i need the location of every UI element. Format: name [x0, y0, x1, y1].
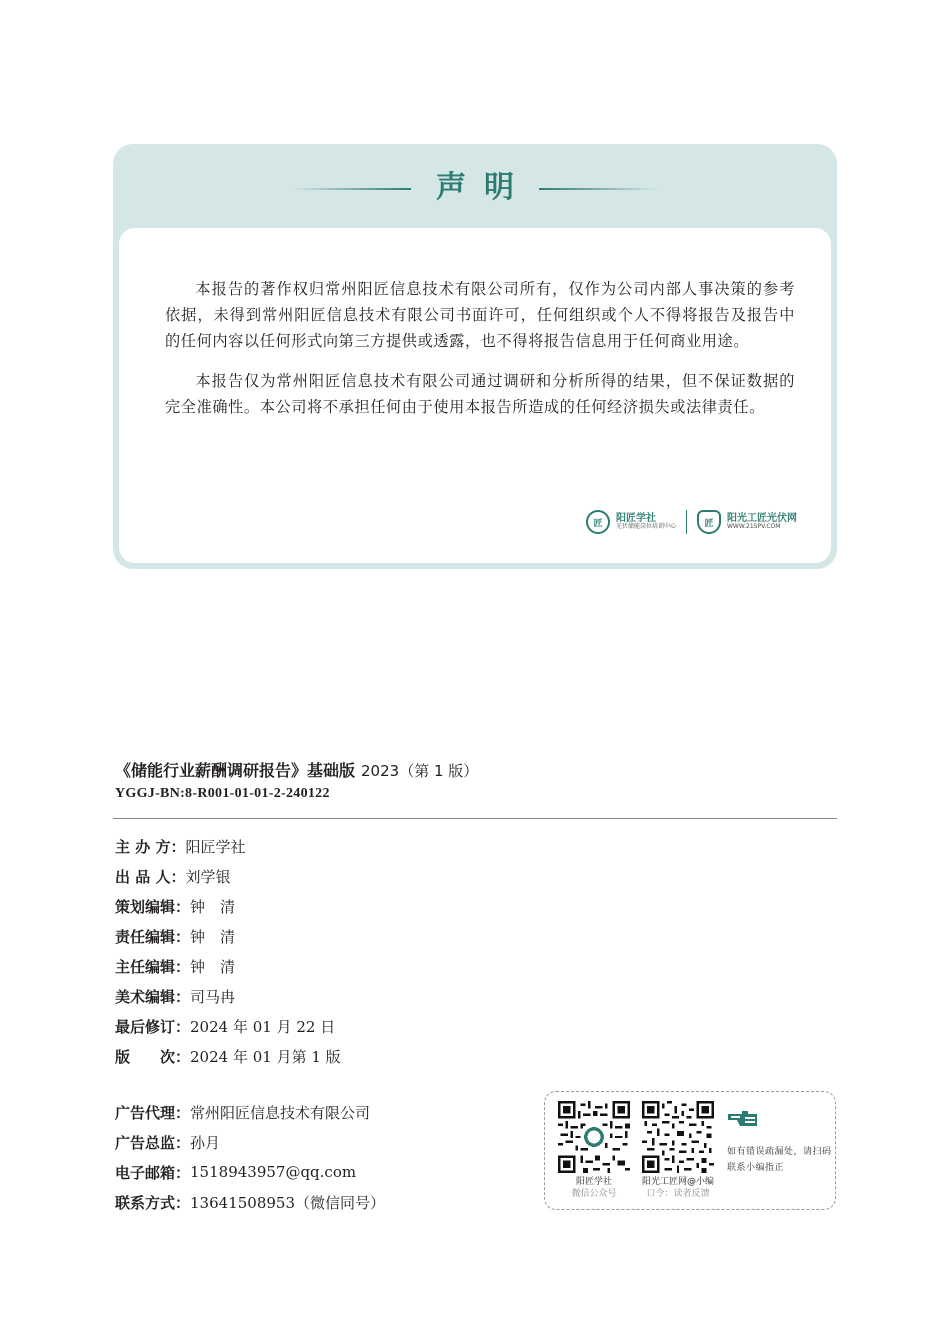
- credit-label: 出 品 人：: [115, 867, 186, 886]
- credit-value: 司马冉: [190, 987, 236, 1006]
- sunshine-craftsman-logo-icon: 匠: [697, 510, 721, 534]
- credit-value: 钟 清: [190, 957, 236, 976]
- contact-row: [115, 1127, 385, 1157]
- phone-value: 13641508953（微信同号）: [190, 1193, 385, 1212]
- logo-right-sub: WWW.21SPV.COM: [727, 523, 781, 531]
- contact-value: 常州阳匠信息技术有限公司: [190, 1103, 371, 1122]
- credit-row: [115, 951, 341, 981]
- contacts-list: [115, 1097, 385, 1217]
- notice-body: [119, 228, 831, 563]
- logo-separator: [686, 510, 687, 534]
- credit-row: [115, 891, 341, 921]
- credit-label: 美术编辑：: [115, 987, 191, 1006]
- credit-value: 钟 清: [190, 897, 236, 916]
- qr-left-name: 阳匠学社: [575, 1177, 612, 1187]
- notice-paragraph: 本报告仅为常州阳匠信息技术有限公司通过调研和分析所得的结果，但不保证数据的完全准确性。本公司将不承担任何由于使用本报告所造成的任何经济损失或法律责任。: [165, 372, 795, 416]
- credit-row: [115, 1011, 341, 1041]
- logo-left-sub: 光伏储能岗位培训中心: [615, 523, 676, 531]
- credit-value: 阳匠学社: [185, 837, 246, 856]
- credit-row: [115, 861, 341, 891]
- credit-label: 最后修订：: [115, 1017, 191, 1036]
- credits-list: [115, 831, 341, 1071]
- credit-row: [115, 981, 341, 1011]
- qr-panel: [544, 1091, 836, 1210]
- logo-left-name: 阳匠学社: [615, 513, 656, 525]
- pointing-hand-icon: [725, 1106, 761, 1130]
- qr-right-name: 阳光工匠网@小编: [641, 1177, 714, 1187]
- credit-value: 钟 清: [190, 927, 236, 946]
- book-title-text: 《储能行业薪酬调研报告》基础版: [115, 761, 356, 780]
- contact-row: [115, 1097, 385, 1127]
- qr-right-sub: 口令：读者反馈: [646, 1189, 710, 1199]
- contact-row: [115, 1187, 385, 1217]
- credit-row: [115, 831, 341, 861]
- qr-left-sub: 微信公众号: [571, 1189, 617, 1199]
- credit-row: [115, 1041, 341, 1071]
- title-divider-left: [291, 188, 411, 190]
- qr-note: 如有错误疏漏处，请扫码联系小编指正: [727, 1147, 832, 1173]
- credit-row: [115, 921, 341, 951]
- editor-qr-code[interactable]: [642, 1101, 714, 1173]
- contact-value: 孙月: [190, 1133, 221, 1152]
- credit-label: 策划编辑：: [115, 897, 191, 916]
- email-value[interactable]: 1518943957@qq.com: [190, 1163, 357, 1181]
- credit-label: 版 次：: [115, 1047, 191, 1066]
- notice-title: 声明: [436, 170, 532, 205]
- contact-label: 广告代理：: [115, 1103, 191, 1122]
- contact-label: 电子邮箱：: [115, 1163, 191, 1182]
- contact-label: 联系方式：: [115, 1193, 191, 1212]
- book-code: YGGJ-BN:8-R001-01-01-2-240122: [115, 786, 330, 801]
- credit-value: 2024 年 01 月 22 日: [190, 1017, 336, 1036]
- credit-value: 刘学银: [185, 867, 231, 886]
- qr-block-wechat: [556, 1101, 632, 1200]
- notice-text: [165, 276, 795, 434]
- credit-value: 2024 年 01 月第 1 版: [190, 1047, 341, 1066]
- yangjiang-logo-icon: 匠: [586, 510, 610, 534]
- contact-label: 广告总监：: [115, 1133, 191, 1152]
- book-edition: 2023（第 1 版）: [361, 762, 479, 780]
- contact-row: [115, 1157, 385, 1187]
- notice-header: [113, 144, 837, 230]
- credit-label: 主任编辑：: [115, 957, 191, 976]
- book-title: [115, 758, 478, 781]
- divider: [113, 818, 837, 819]
- logo-row: [586, 507, 797, 537]
- logo-left-text: [616, 513, 676, 531]
- credit-label: 责任编辑：: [115, 927, 191, 946]
- logo-right-text: [727, 513, 797, 531]
- title-divider-right: [539, 188, 659, 190]
- logo-right-name: 阳光工匠光伏网: [727, 513, 797, 525]
- qr-block-editor: [640, 1101, 716, 1200]
- wechat-qr-code[interactable]: [558, 1101, 630, 1173]
- credit-label: 主 办 方：: [115, 837, 186, 856]
- notice-paragraph: 本报告的著作权归常州阳匠信息技术有限公司所有，仅作为公司内部人事决策的参考依据，未得到常州阳匠信息技术有限公司书面许可，任何组织或个人不得将报告及报告中的任何内容以任何形式向第三方提供或透露，也不得将报告信息用于任何商业用途。: [165, 280, 795, 350]
- notice-card: [113, 144, 837, 569]
